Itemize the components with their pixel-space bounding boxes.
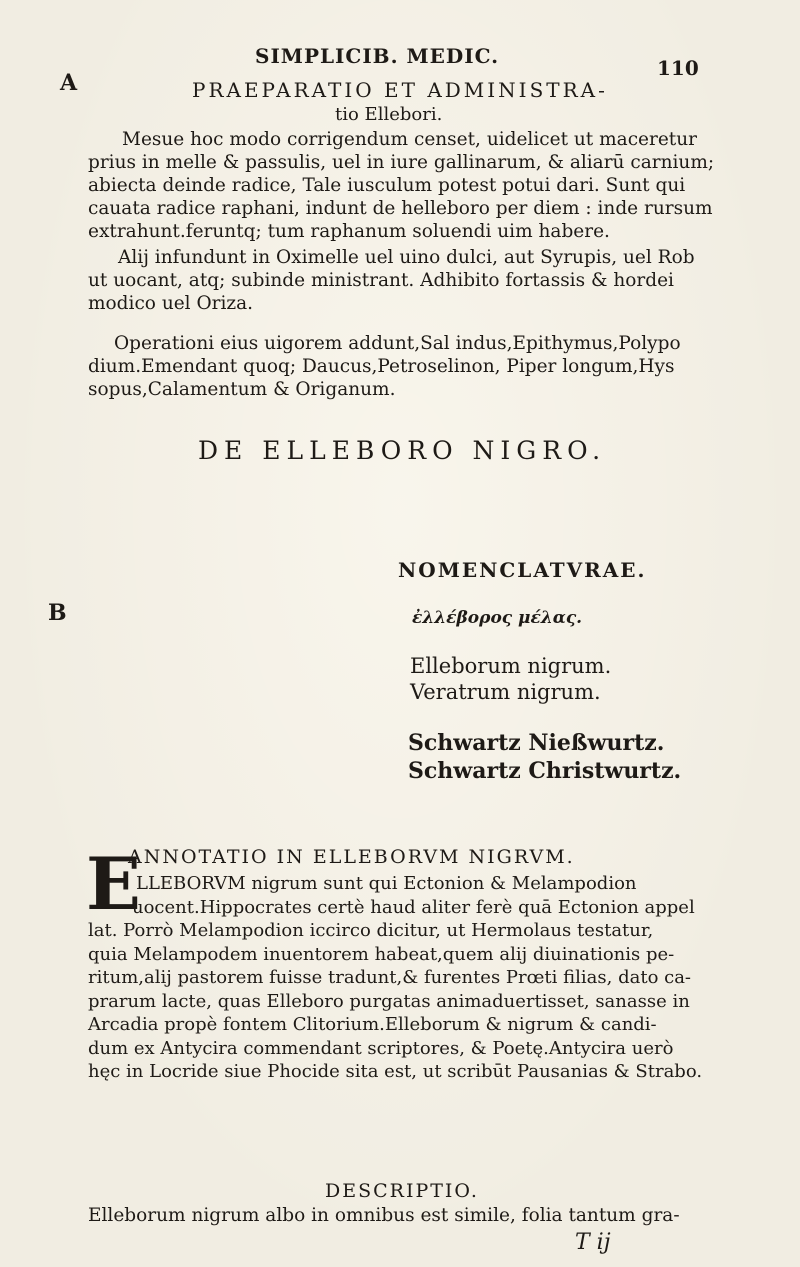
text-line: prarum lacte, quas Elleboro purgatas animaduertisset, sanasse in	[88, 990, 690, 1012]
annotatio-title: ANNOTATIO IN ELLEBORVM NIGRVM.	[128, 846, 575, 868]
drop-cap: E	[86, 841, 141, 926]
praeparatio-title-continuation: tio Ellebori.	[335, 104, 443, 125]
signature-mark: T ij	[575, 1230, 611, 1255]
greek-name: ἐλλέβορος μέλας.	[412, 608, 583, 628]
descriptio-body	[88, 1204, 718, 1227]
text-line: uocent.Hippocrates certè haud aliter ferè quā Ectonion appel	[132, 896, 695, 918]
margin-letter-a: A	[60, 70, 78, 96]
text-line: abiecta deinde radice, Tale iusculum potest potui dari. Sunt qui	[88, 175, 686, 196]
praeparatio-paragraph-3	[88, 332, 718, 401]
text-line: Alij infundunt in Oximelle uel uino dulci, aut Syrupis, uel Rob	[118, 247, 695, 268]
annotatio-body	[88, 872, 718, 1084]
margin-letter-b: B	[48, 600, 67, 626]
text-line: ut uocant, atq; subinde ministrant. Adhibito fortassis & hordei	[88, 270, 674, 291]
praeparatio-title: PRAEPARATIO ET ADMINISTRA-	[192, 78, 608, 102]
text-line: dium.Emendant quoq; Daucus,Petroselinon, Piper longum,Hys	[88, 356, 675, 377]
text-line: prius in melle & passulis, uel in iure gallinarum, & aliarū carnium;	[88, 152, 715, 173]
nomenclaturae-title: NOMENCLATVRAE.	[398, 558, 647, 582]
descriptio-title: DESCRIPTIO.	[325, 1180, 479, 1202]
text-line: ritum,alij pastorem fuisse tradunt,& furentes Prœti filias, dato ca-	[88, 967, 692, 988]
running-head: SIMPLICIB. MEDIC.	[255, 44, 500, 68]
text-line: dum ex Antycira commendant scriptores, & Poetę.Antycira uerò	[88, 1037, 674, 1059]
page-number: 110	[657, 56, 699, 80]
text-line: modico uel Oriza.	[88, 293, 254, 314]
text-line: Elleborum nigrum albo in omnibus est simile, folia tantum gra-	[88, 1205, 680, 1226]
latin-name-1: Elleborum nigrum.	[410, 654, 612, 678]
text-line: LLEBORVM nigrum sunt qui Ectonion & Melampodion	[136, 873, 637, 894]
text-line: sopus,Calamentum & Origanum.	[88, 379, 396, 400]
german-name-1: Schwartz Nießwurtz.	[408, 730, 665, 756]
text-line: lat. Porrò Melampodion iccirco dicitur, ut Hermolaus testatur,	[88, 920, 654, 941]
text-line: Mesue hoc modo corrigendum censet, uidelicet ut maceretur	[122, 129, 697, 150]
german-name-2: Schwartz Christwurtz.	[408, 758, 682, 784]
text-line: hęc in Locride siue Phocide sita est, ut scribūt Pausanias & Strabo.	[88, 1061, 703, 1082]
text-line: extrahunt.feruntq; tum raphanum soluendi uim habere.	[88, 221, 610, 242]
chapter-heading: DE ELLEBORO NIGRO.	[198, 436, 607, 465]
text-line: cauata radice raphani, indunt de helleboro per diem : inde rursum	[88, 198, 713, 219]
praeparatio-paragraph-2	[88, 246, 718, 315]
text-line: Arcadia propè fontem Clitorium.Elleborum & nigrum & candi-	[88, 1014, 657, 1035]
text-line: Operationi eius uigorem addunt,Sal indus,Epithymus,Polypo	[114, 333, 681, 354]
praeparatio-paragraph-1	[88, 128, 718, 243]
latin-name-2: Veratrum nigrum.	[410, 680, 601, 704]
text-line: quia Melampodem inuentorem habeat,quem alij diuinationis pe-	[88, 943, 675, 965]
